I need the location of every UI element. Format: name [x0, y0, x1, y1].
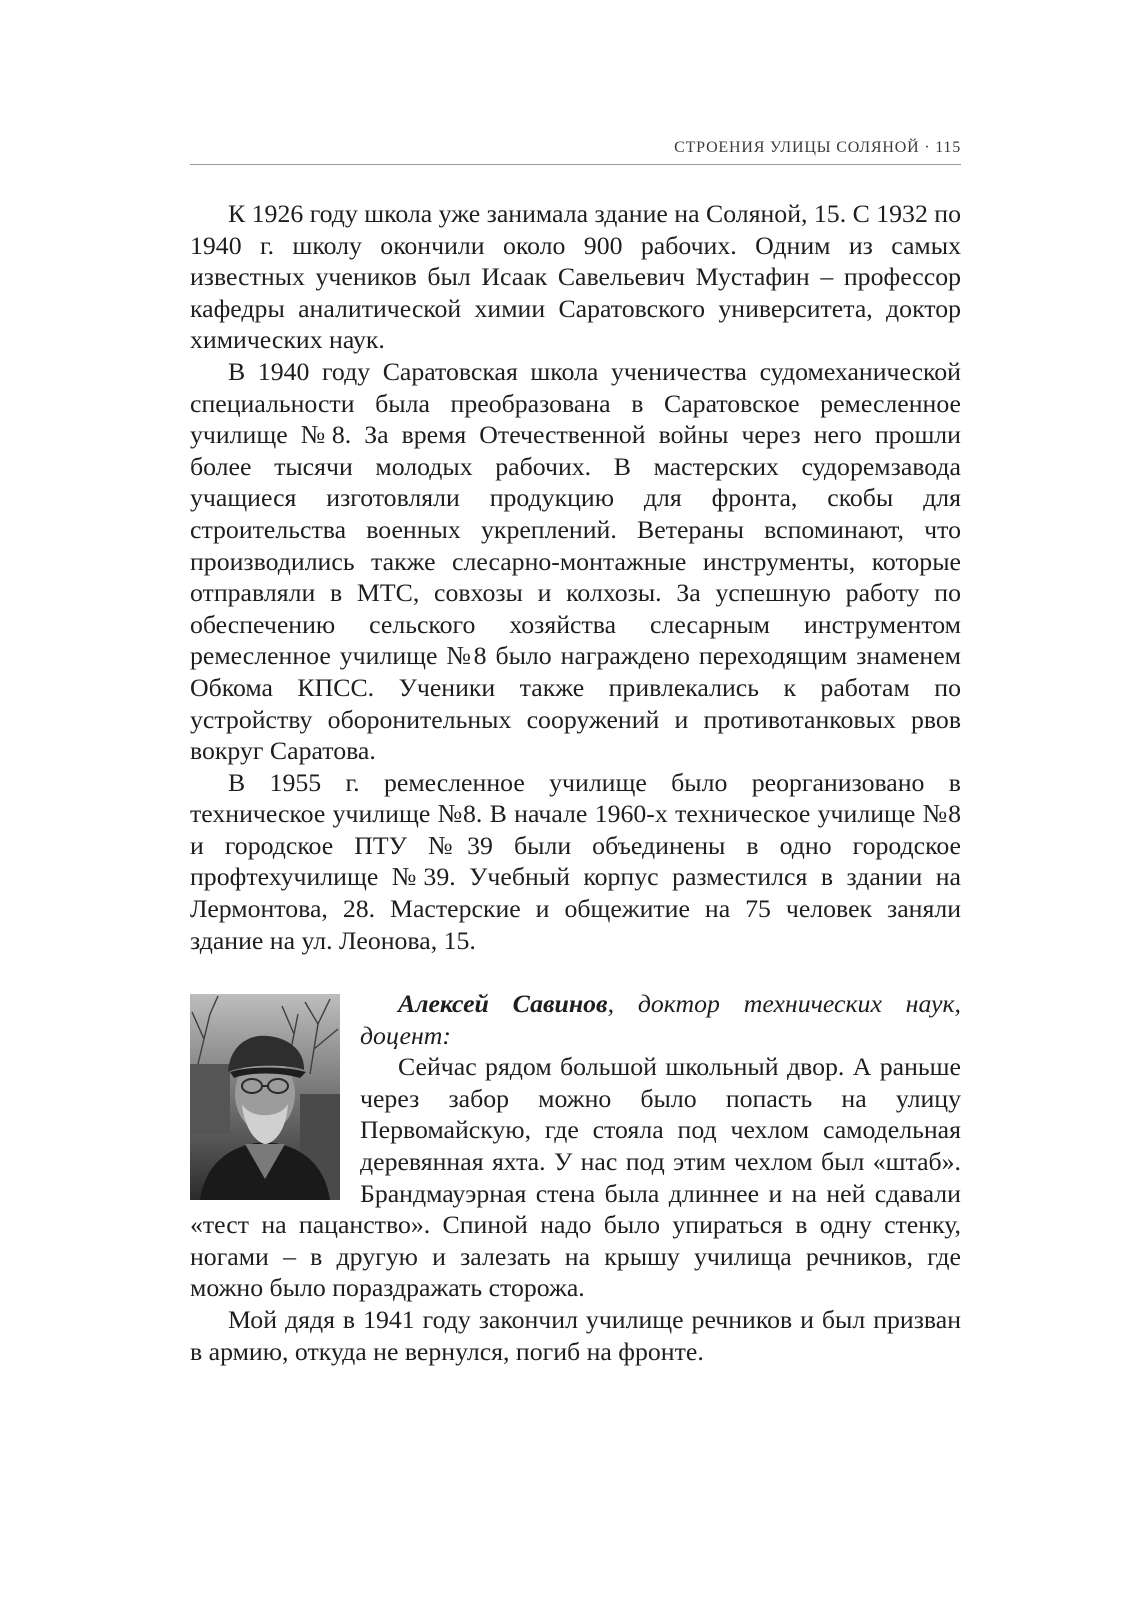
portrait-photo [190, 994, 340, 1200]
running-head-separator: · [919, 139, 936, 156]
main-text [190, 198, 961, 956]
quote-paragraph: Мой дядя в 1941 году закончил училище речников и был призван в армию, откуда не вернулся, погиб на фронте. [190, 1304, 961, 1366]
paragraph: В 1955 г. ремесленное училище было реорганизовано в техническое училище №8. В начале 1960-х техническое училище №8 и городское ПТУ №39 были объединены в одно городское профтехучилище №39. Учебный корпус разместился в здании на Лермонтова, 28. Мастерские и общежитие на 75 человек заняли здание на ул. Леонова, 15. [190, 767, 961, 955]
quote-author: Алексей Савинов [398, 989, 608, 1018]
page-number: 115 [935, 139, 961, 156]
interview-quote [190, 988, 961, 1367]
quote-paragraph: Сейчас рядом большой школьный двор. А раньше через забор можно было попасть на улицу Первомайскую, где стояла под чехлом самодельная деревянная яхта. У нас под этим чехлом был «штаб». Брандмауэрная стена была длиннее и на ней сдавали «тест на пацанство». Спиной надо было упираться в одну стенку, ногами – в другую и залезать на крышу училища речников, где можно было пораздражать сторожа. [190, 1052, 961, 1303]
quote-credentials: , доктор технических наук, доцент: [360, 989, 962, 1050]
header-rule [190, 164, 961, 165]
running-title: СТРОЕНИЯ УЛИЦЫ СОЛЯНОЙ [674, 139, 920, 156]
paragraph: В 1940 году Саратовская школа ученичества судомеханической специальности была преобразована в Саратовское ремесленное училище №8. За время Отечественной войны через него прошли более тысячи молодых рабочих. В мастерских судоремзавода учащиеся изготовляли продукцию для фронта, скобы для строительства военных укреплений. Ветераны вспоминают, что производились также слесарно-монтажные инструменты, которые отправляли в МТС, совхозы и колхозы. За успешную работу по обеспечению сельского хозяйства слесарным инструментом ремесленное училище №8 было награждено переходящим знаменем Обкома КПСС. Ученики также привлекались к работам по устройству оборонительных сооружений и противотанковых рвов вокруг Саратова. [190, 356, 961, 766]
portrait-photo-image [190, 994, 340, 1200]
paragraph: К 1926 году школа уже занимала здание на Соляной, 15. С 1932 по 1940 г. школу окончили около 900 рабочих. Одним из самых известных учеников был Исаак Савельевич Мустафин – профессор кафедры аналитической химии Саратовского университета, доктор химических наук. [190, 199, 961, 355]
running-head [190, 139, 961, 157]
